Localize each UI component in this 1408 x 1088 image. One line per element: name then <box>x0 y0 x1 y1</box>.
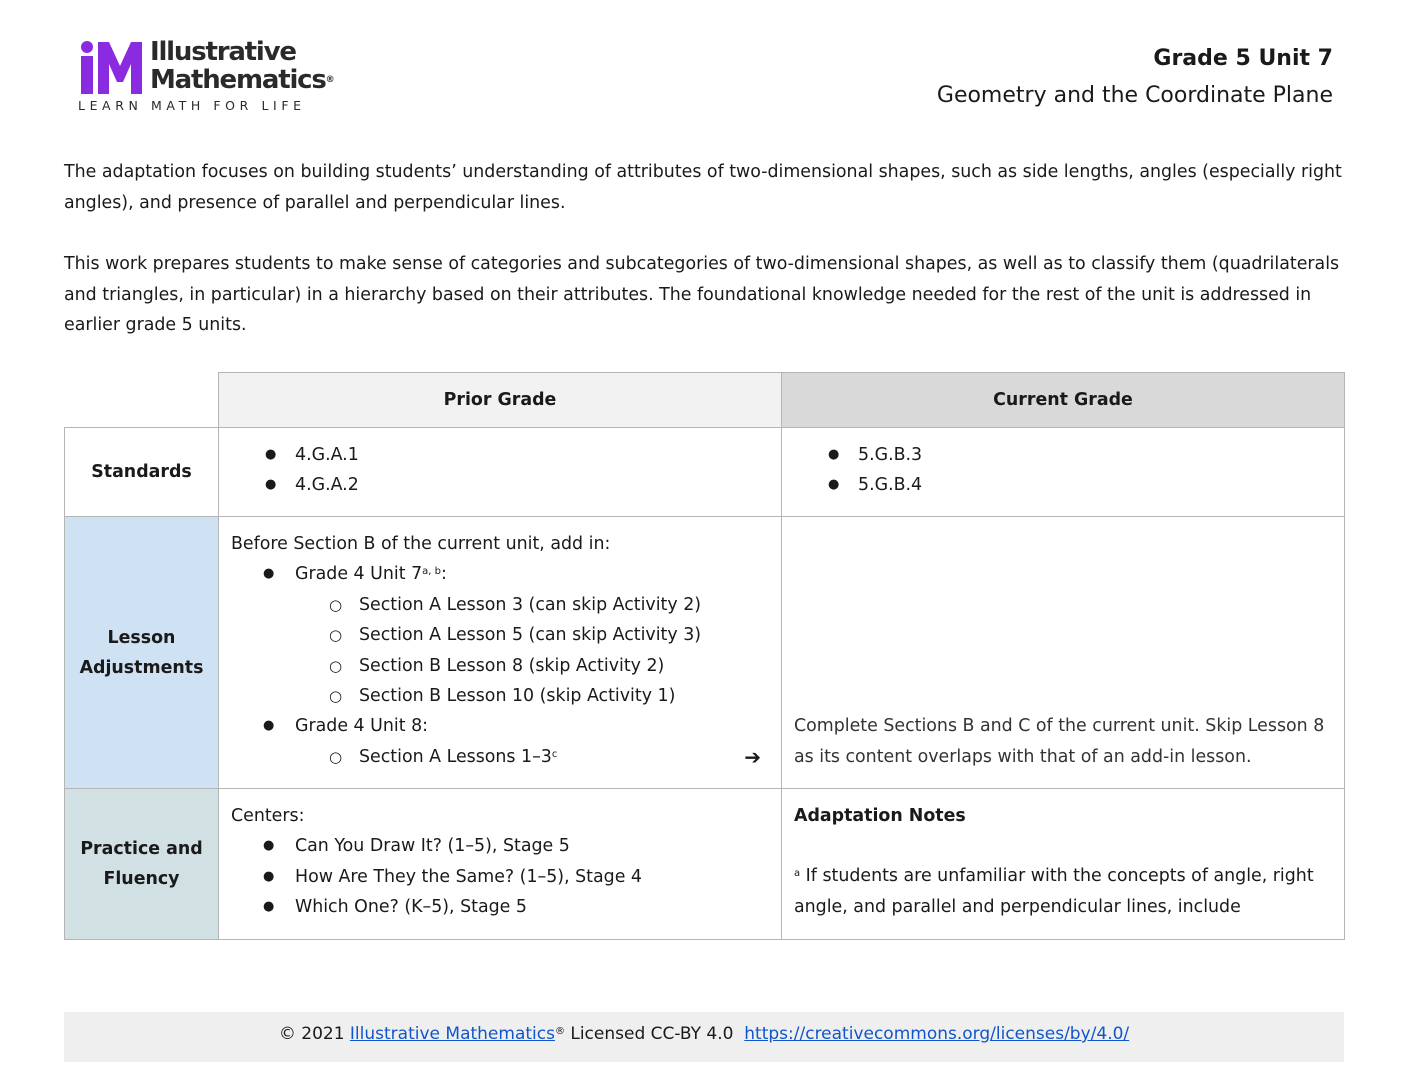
row-header-line: Practice and <box>80 839 203 859</box>
col-header-current-grade: Current Grade <box>782 373 1345 428</box>
lesson-adjustments-row <box>65 517 1345 789</box>
sub-list-item: ○ Section A Lesson 3 (can skip Activity 2) <box>231 590 769 620</box>
adaptation-notes-heading: Adaptation Notes <box>794 806 966 826</box>
row-header-line: Lesson <box>107 627 176 648</box>
copyright-text: © 2021 <box>278 1024 350 1044</box>
list-item <box>231 711 769 772</box>
intro-paragraph-1: The adaptation focuses on building students’ understanding of attributes of two-dimensional shapes, such as side lengths, angles (especially right angles), and presence of parallel and perpendicular lines. <box>64 162 1342 213</box>
logo-text-line2: Mathematics® <box>150 65 335 95</box>
im-logo <box>78 38 338 118</box>
note-text: If students are unfamiliar with the concepts of angle, right angle, and parallel and perpendicular lines, include <box>794 866 1314 917</box>
list-item <box>231 559 769 711</box>
center-item: ● How Are They the Same? (1–5), Stage 4 <box>231 862 769 892</box>
grade-unit-title: Grade 5 Unit 7 <box>1153 46 1333 71</box>
footnote-ref: c <box>551 748 558 760</box>
standards-current-cell <box>782 428 1345 517</box>
lesson-current-cell: Complete Sections B and C of the current unit. Skip Lesson 8 as its content overlaps with that of an add-in lesson. <box>782 517 1345 789</box>
table-header-row <box>65 373 1345 428</box>
creative-commons-link[interactable]: https://creativecommons.org/licenses/by/4.0/ <box>744 1024 1130 1044</box>
standard-item: ● 5.G.B.3 <box>794 440 1332 470</box>
im-link[interactable]: Illustrative Mathematics <box>349 1024 555 1044</box>
footnote-marker: a <box>794 868 801 880</box>
unit-label: Grade 4 Unit 8: <box>295 716 428 737</box>
intro-paragraph-2: This work prepares students to make sense of categories and subcategories of two-dimensional shapes, as well as to classify them (quadrilaterals and triangles, in particular) in a hierarchy based on their attributes. The foundational knowledge needed for the rest of the unit is addressed in earlier grade 5 units. <box>64 254 1340 335</box>
sub-list-item: ○ Section B Lesson 10 (skip Activity 1) <box>231 681 769 711</box>
center-item: ● Which One? (K–5), Stage 5 <box>231 892 769 922</box>
lesson-intro-text: Before Section B of the current unit, add in: <box>231 534 611 554</box>
sub-list-item: ○ Section A Lesson 5 (can skip Activity 3) <box>231 620 769 650</box>
col-header-prior-grade: Prior Grade <box>219 373 782 428</box>
lesson-prior-cell <box>219 517 782 789</box>
logo-text-line1: Illustrative <box>150 37 296 67</box>
standard-item: ● 4.G.A.2 <box>231 470 769 500</box>
logo-tagline: LEARN MATH FOR LIFE <box>78 98 306 113</box>
im-logo-mark-icon <box>78 40 142 96</box>
row-header-lesson-adjustments <box>65 517 219 789</box>
standard-item: ● 5.G.B.4 <box>794 470 1332 500</box>
practice-prior-cell <box>219 789 782 940</box>
unit-subtitle: Geometry and the Coordinate Plane <box>936 83 1333 108</box>
license-footer <box>64 1012 1344 1062</box>
centers-label: Centers: <box>231 806 305 826</box>
blank-corner-cell <box>65 373 219 428</box>
row-header-practice-fluency <box>65 789 219 940</box>
adaptation-table <box>64 372 1344 940</box>
row-header-standards: Standards <box>65 428 219 517</box>
row-header-line: Fluency <box>103 869 180 889</box>
sub-item-text: Section A Lessons 1–3 <box>359 746 552 767</box>
license-text: Licensed CC-BY 4.0 <box>564 1024 745 1044</box>
standards-row <box>65 428 1345 517</box>
sub-list-item: ○ Section B Lesson 8 (skip Activity 2) <box>231 651 769 681</box>
logo-registered-mark: ® <box>325 75 335 85</box>
document-header <box>937 42 1333 116</box>
colon: : <box>440 564 447 585</box>
unit-label: Grade 4 Unit 7 <box>295 564 423 585</box>
sub-list-item <box>231 742 769 772</box>
footnote-ref: a, b <box>422 566 441 578</box>
im-registered-mark: ® <box>554 1026 565 1037</box>
standards-prior-cell <box>219 428 782 517</box>
adaptation-note-a <box>794 861 1332 922</box>
row-header-line: Adjustments <box>79 657 204 678</box>
right-arrow-icon: ➔ <box>744 744 761 769</box>
center-item: ● Can You Draw It? (1–5), Stage 5 <box>231 831 769 861</box>
standard-item: ● 4.G.A.1 <box>231 440 769 470</box>
practice-fluency-row <box>65 789 1345 940</box>
adaptation-notes-cell <box>782 789 1345 940</box>
